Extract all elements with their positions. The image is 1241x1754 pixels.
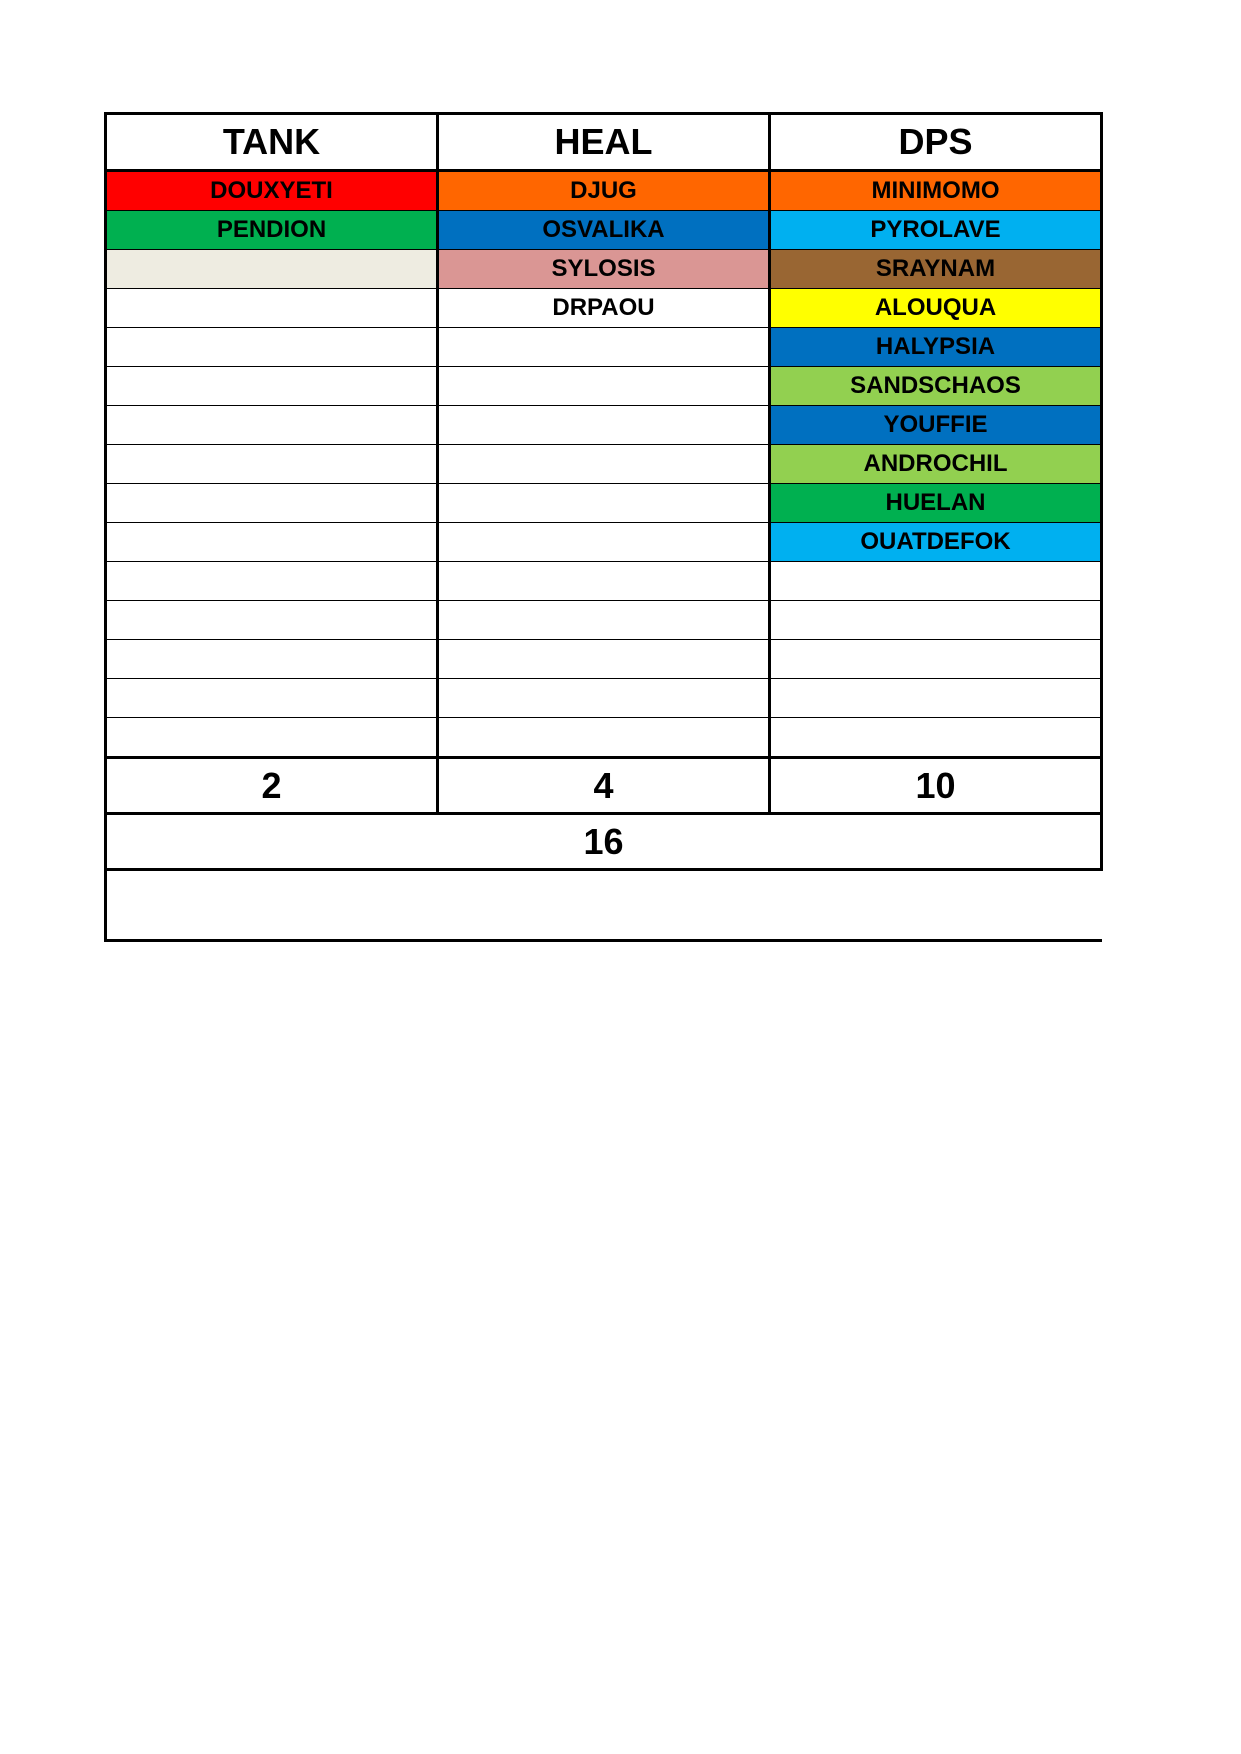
header-heal[interactable]: HEAL [438, 114, 770, 171]
heal-cell[interactable]: DJUG [438, 171, 770, 211]
dps-cell[interactable] [770, 601, 1102, 640]
table-row [106, 367, 1102, 406]
heal-cell[interactable] [438, 406, 770, 445]
table-row [106, 601, 1102, 640]
tank-cell[interactable] [106, 367, 438, 406]
table-row [106, 640, 1102, 679]
heal-cell[interactable] [438, 523, 770, 562]
table-row [106, 679, 1102, 718]
tank-cell[interactable] [106, 523, 438, 562]
empty-footer-row [106, 870, 1102, 941]
tank-cell[interactable] [106, 484, 438, 523]
tank-cell[interactable] [106, 445, 438, 484]
tank-cell[interactable] [106, 406, 438, 445]
roster-header [106, 114, 1102, 171]
count-row [106, 758, 1102, 814]
heal-cell[interactable] [438, 328, 770, 367]
total-count[interactable]: 16 [106, 814, 1102, 870]
dps-cell[interactable]: ALOUQUA [770, 289, 1102, 328]
table-row [106, 406, 1102, 445]
empty-footer-cell[interactable] [106, 870, 1102, 941]
dps-cell[interactable]: PYROLAVE [770, 211, 1102, 250]
dps-cell[interactable]: YOUFFIE [770, 406, 1102, 445]
heal-cell[interactable] [438, 679, 770, 718]
dps-cell[interactable]: SANDSCHAOS [770, 367, 1102, 406]
table-row [106, 250, 1102, 289]
table-row [106, 718, 1102, 758]
tank-cell[interactable] [106, 250, 438, 289]
table-row [106, 171, 1102, 211]
heal-cell[interactable]: DRPAOU [438, 289, 770, 328]
total-row [106, 814, 1102, 870]
heal-cell[interactable] [438, 484, 770, 523]
dps-cell[interactable]: SRAYNAM [770, 250, 1102, 289]
tank-cell[interactable] [106, 640, 438, 679]
count-tank[interactable]: 2 [106, 758, 438, 814]
heal-cell[interactable] [438, 367, 770, 406]
table-row [106, 328, 1102, 367]
dps-cell[interactable] [770, 640, 1102, 679]
table-row [106, 211, 1102, 250]
dps-cell[interactable]: ANDROCHIL [770, 445, 1102, 484]
dps-cell[interactable] [770, 679, 1102, 718]
table-row [106, 445, 1102, 484]
dps-cell[interactable]: HALYPSIA [770, 328, 1102, 367]
roster-footer [106, 758, 1102, 941]
table-row [106, 289, 1102, 328]
dps-cell[interactable] [770, 718, 1102, 758]
count-dps[interactable]: 10 [770, 758, 1102, 814]
dps-cell[interactable]: OUATDEFOK [770, 523, 1102, 562]
tank-cell[interactable] [106, 718, 438, 758]
heal-cell[interactable] [438, 601, 770, 640]
header-dps[interactable]: DPS [770, 114, 1102, 171]
count-heal[interactable]: 4 [438, 758, 770, 814]
table-row [106, 523, 1102, 562]
tank-cell[interactable]: DOUXYETI [106, 171, 438, 211]
tank-cell[interactable] [106, 289, 438, 328]
roster-table [104, 112, 1103, 942]
heal-cell[interactable] [438, 445, 770, 484]
dps-cell[interactable]: HUELAN [770, 484, 1102, 523]
heal-cell[interactable] [438, 718, 770, 758]
header-row [106, 114, 1102, 171]
tank-cell[interactable]: PENDION [106, 211, 438, 250]
dps-cell[interactable]: MINIMOMO [770, 171, 1102, 211]
heal-cell[interactable] [438, 640, 770, 679]
heal-cell[interactable]: SYLOSIS [438, 250, 770, 289]
dps-cell[interactable] [770, 562, 1102, 601]
tank-cell[interactable] [106, 562, 438, 601]
tank-cell[interactable] [106, 679, 438, 718]
table-row [106, 484, 1102, 523]
header-tank[interactable]: TANK [106, 114, 438, 171]
tank-cell[interactable] [106, 601, 438, 640]
heal-cell[interactable] [438, 562, 770, 601]
heal-cell[interactable]: OSVALIKA [438, 211, 770, 250]
roster-sheet [104, 112, 1100, 942]
tank-cell[interactable] [106, 328, 438, 367]
roster-rows [106, 171, 1102, 758]
table-row [106, 562, 1102, 601]
